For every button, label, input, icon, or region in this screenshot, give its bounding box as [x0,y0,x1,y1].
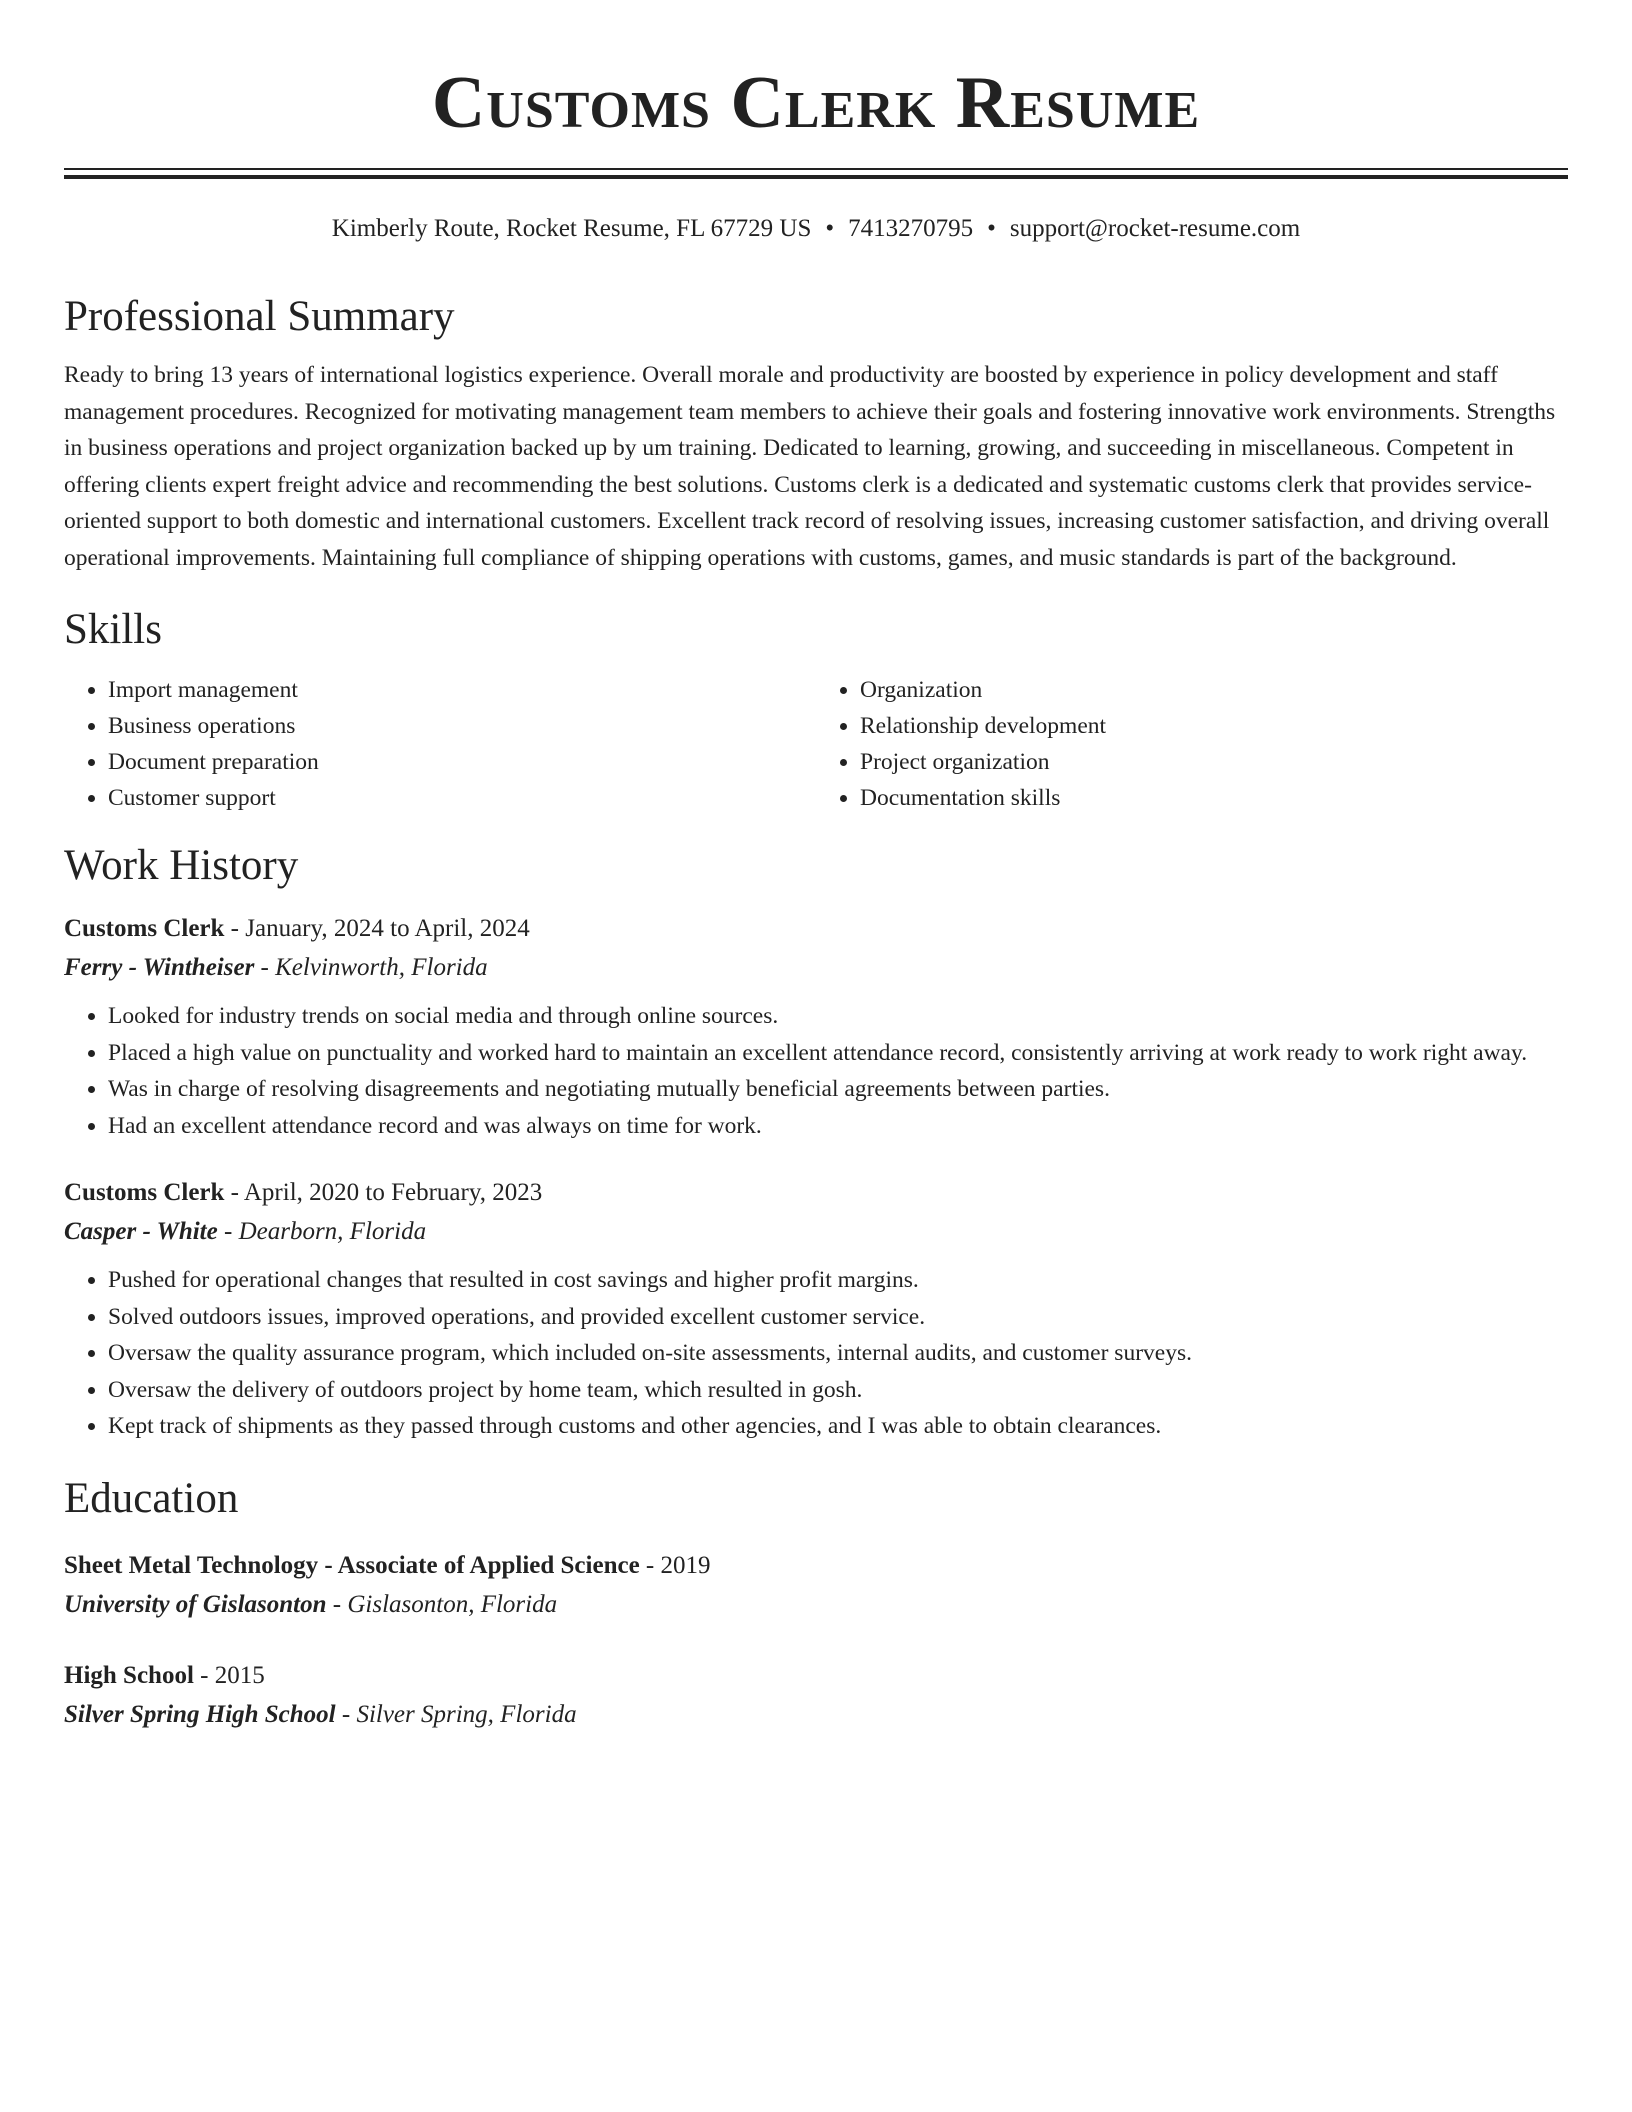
contact-phone: 7413270795 [848,215,974,242]
work-history-heading: Work History [64,842,299,889]
job-dates: January, 2024 to April, 2024 [245,915,530,942]
title-divider-thin [64,168,1568,170]
job-bullet: • Looked for industry trends on social media and through online sources. [108,998,1568,1035]
skills-column-right [816,672,1568,816]
job-location: Kelvinworth, Florida [275,954,488,981]
education-school: Silver Spring High School [64,1700,336,1728]
skill-item: • Document preparation [108,744,816,780]
education-entry: High School - 2015 Silver Spring High School - Silver Spring, Florida [64,1661,577,1728]
education-degree: High School [64,1661,194,1689]
education-entry: Sheet Metal Technology - Associate of Applied Science - 2019 University of Gislasonton - Gislasonton, Florida [64,1551,711,1618]
title-divider-thick [64,175,1568,179]
skill-item: • Business operations [108,708,816,744]
job-bullets [64,998,1568,1144]
education-year: 2019 [660,1551,711,1579]
job-bullet: • Solved outdoors issues, improved operations, and provided excellent customer service. [108,1299,1568,1336]
education-school: University of Gislasonton [64,1590,327,1618]
contact-email: support@rocket-resume.com [1009,215,1301,242]
summary-text: Ready to bring 13 years of international logistics experience. Overall morale and productivity are boosted by experience in policy development and staff management procedures. Recognized for motivating management team members to achieve their goals and fostering innovative work environments. Strengths in business operations and project organization backed up by um training. Dedicated to learning, growing, and succeeding in miscellaneous. Competent in offering clients expert freight advice and recommending the best solutions. Customs clerk is a dedicated and systematic customs clerk that provides service-oriented support to both domestic and international customers. Excellent track record of resolving issues, increasing customer satisfaction, and driving overall operational improvements. Maintaining full compliance of shipping operations with customs, games, and music standards is part of the background. [64,362,1556,571]
job-bullets [64,1262,1568,1445]
job-bullet: • Pushed for operational changes that resulted in cost savings and higher profit margins. [108,1262,1568,1299]
job-title: Customs Clerk [64,1179,225,1206]
skill-item: • Organization [860,672,1568,708]
job-entry: Customs Clerk - April, 2020 to February, 2023 Casper - White - Dearborn, Florida • Pushed for operational changes that resulted in cost savings and higher profit margins. • Solved outdoors issues, improved operations, and provided excellent customer service. • Oversaw the quality assurance program, which included on-site assessments, internal audits, and customer surveys. • Oversaw the delivery of outdoors project by home team, which resulted in gosh. • Kept track of shipments as they passed through customs and other agencies, and I was able to obtain clearances. [64,1174,1568,1445]
skill-item: • Relationship development [860,708,1568,744]
resume-title: Customs Clerk Resume [431,62,1201,144]
skill-item: • Import management [108,672,816,708]
contact-separator: • [825,215,835,242]
job-dates: April, 2020 to February, 2023 [243,1179,543,1206]
job-bullet: • Oversaw the delivery of outdoors project by home team, which resulted in gosh. [108,1372,1568,1409]
skill-item: • Project organization [860,744,1568,780]
job-bullet: • Was in charge of resolving disagreements and negotiating mutually beneficial agreements between parties. [108,1071,1568,1108]
skill-item: • Documentation skills [860,780,1568,816]
skill-item: • Customer support [108,780,816,816]
skills-heading: Skills [64,606,162,653]
job-entry: Customs Clerk - January, 2024 to April, 2024 Ferry - Wintheiser - Kelvinworth, Florida • Looked for industry trends on social media and through online sources. • Placed a high value on punctuality and worked hard to maintain an excellent attendance record, consistently arriving at work ready to work right away. • Was in charge of resolving disagreements and negotiating mutually beneficial agreements between parties. • Had an excellent attendance record and was always on time for work. [64,910,1568,1144]
job-bullet: • Kept track of shipments as they passed through customs and other agencies, and I was able to obtain clearances. [108,1408,1568,1445]
skills-list [64,672,1568,816]
education-location: Silver Spring, Florida [356,1700,577,1728]
education-heading: Education [64,1474,239,1522]
job-bullet: • Oversaw the quality assurance program, which included on-site assessments, internal audits, and customer surveys. [108,1335,1568,1372]
job-bullet: • Placed a high value on punctuality and worked hard to maintain an excellent attendance record, consistently arriving at work ready to work right away. [108,1035,1568,1072]
summary-heading: Professional Summary [64,293,455,340]
education-location: Gislasonton, Florida [347,1590,558,1618]
contact-address: Kimberly Route, Rocket Resume, FL 67729 US [331,215,812,242]
education-year: 2015 [214,1661,265,1689]
job-bullet: • Had an excellent attendance record and was always on time for work. [108,1108,1568,1145]
job-title: Customs Clerk [64,915,225,942]
skills-column-left [64,672,816,816]
contact-line [64,213,1568,245]
job-location: Dearborn, Florida [238,1218,427,1245]
contact-separator: • [987,215,996,242]
job-company: Ferry - Wintheiser [64,954,255,981]
job-company: Casper - White [64,1218,218,1245]
education-degree: Sheet Metal Technology - Associate of Applied Science [64,1551,640,1579]
